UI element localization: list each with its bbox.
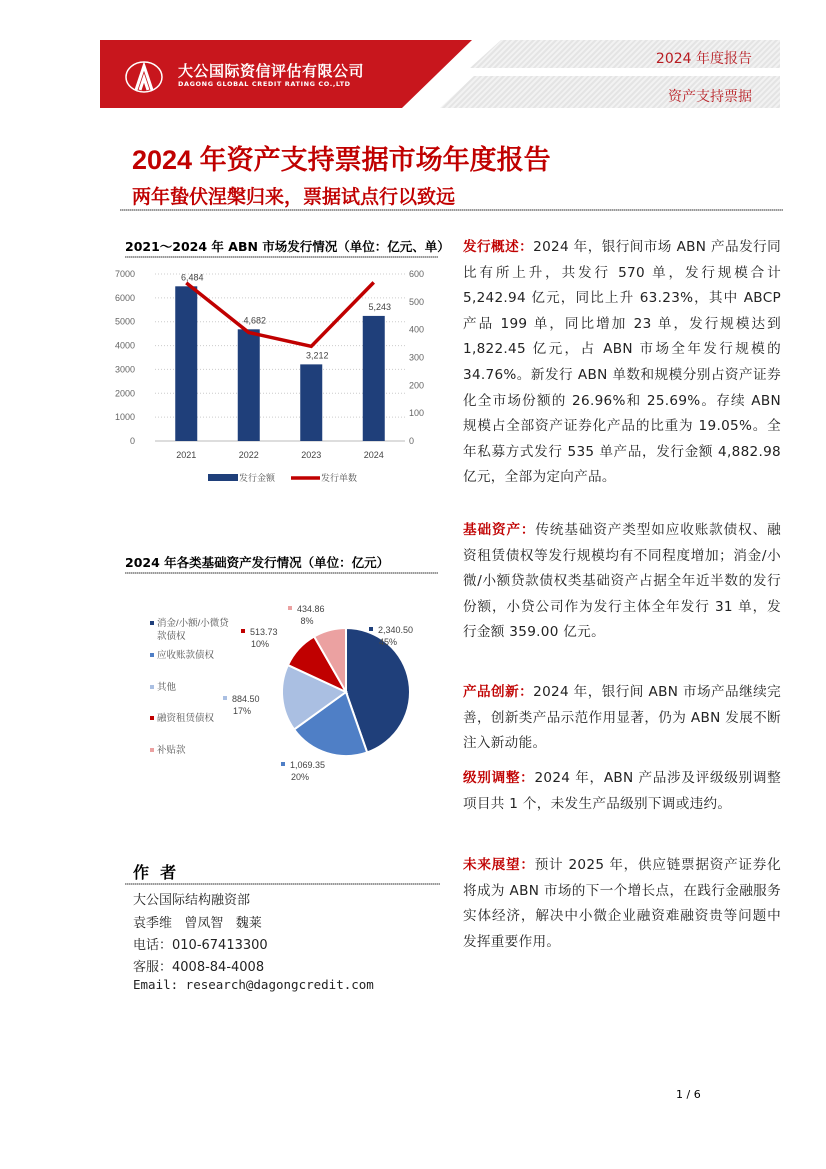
author-names: 袁季维 曾凤智 魏莱 (133, 916, 262, 931)
section-body: 预计 2025 年，供应链票据资产证券化将成为 ABN 市场的下一个增长点，在践行金融服务实体经济，解决中小微企业融资难融资贵等问题中发挥重要作用。 (463, 857, 781, 950)
legend-label: 融资租赁债权 (157, 713, 215, 724)
section-underlying-assets (463, 518, 781, 646)
section-heading: 产品创新： (463, 684, 534, 700)
section-body: 2024 年，ABN 产品涉及评级级别调整项目共 1 个，未发生产品级别下调或违约。 (463, 770, 781, 812)
bar-data-label: 5,243 (368, 301, 392, 312)
y-tick-label: 0 (129, 436, 135, 446)
label-marker (288, 606, 292, 610)
legend-label: 补贴款 (157, 745, 186, 756)
author-service: 客服：4008-84-4008 (133, 960, 265, 975)
page-number: 1 / 6 (676, 1088, 701, 1101)
slice-value-label: 2,340.50 (378, 625, 414, 635)
abn-issuance-chart (114, 260, 440, 490)
section-heading: 未来展望： (463, 857, 535, 873)
author-email[interactable]: Email: research@dagongcredit.com (133, 977, 374, 992)
slice-pct-label: 20% (290, 772, 310, 782)
divider (125, 256, 438, 258)
y-tick-label: 3000 (114, 364, 135, 375)
y2-tick-label: 200 (409, 380, 425, 391)
section-body: 2024 年，银行间 ABN 市场产品继续完善，创新类产品示范作用显著，仍为 ABN 发展不断注入新动能。 (463, 684, 782, 752)
bar-data-label: 4,682 (243, 315, 267, 326)
y2-tick-label: 600 (409, 269, 425, 279)
slice-value-label: 884.50 (232, 694, 260, 704)
bar-data-label: 6,484 (180, 272, 204, 283)
divider (120, 209, 783, 211)
bar (175, 286, 197, 441)
bar (300, 364, 322, 441)
y-tick-label: 2000 (114, 388, 135, 399)
legend-swatch (150, 716, 154, 720)
company-name-en: DAGONG GLOBAL CREDIT RATING CO.,LTD (178, 80, 351, 88)
slice-pct-label: 17% (232, 706, 252, 716)
y2-tick-label: 400 (409, 324, 425, 335)
section-rating-adjustment (463, 766, 781, 817)
legend-swatch (150, 621, 154, 625)
y-tick-label: 1000 (114, 412, 135, 423)
label-marker (281, 762, 285, 766)
section-heading: 基础资产： (463, 522, 536, 538)
bar (363, 316, 385, 441)
section-heading: 级别调整： (463, 770, 535, 786)
y2-tick-label: 0 (409, 436, 415, 446)
y-tick-label: 6000 (114, 292, 135, 303)
y2-tick-label: 500 (409, 296, 425, 307)
author-dept: 大公国际结构融资部 (133, 893, 251, 908)
legend-label: 其他 (157, 682, 177, 693)
author-heading: 作 者 (133, 863, 177, 882)
x-tick-label: 2022 (238, 450, 259, 460)
line-series (186, 282, 374, 346)
bar-data-label: 3,212 (305, 350, 329, 361)
label-marker (223, 696, 227, 700)
author-phone: 电话：010-67413300 (133, 938, 268, 953)
chart2-title: 2024 年各类基础资产发行情况（单位：亿元） (125, 555, 390, 570)
label-marker (369, 627, 373, 631)
legend-label: 发行金额 (239, 473, 276, 483)
divider (125, 883, 440, 885)
legend-label: 应收账款债权 (157, 650, 215, 661)
legend-label: 款债权 (157, 631, 186, 642)
y-tick-label: 7000 (114, 269, 135, 279)
page-title: 2024 年资产支持票据市场年度报告 (132, 145, 551, 175)
legend-swatch (208, 474, 238, 481)
section-product-innovation (463, 680, 781, 757)
y-tick-label: 5000 (114, 316, 135, 327)
report-category: 资产支持票据 (668, 89, 752, 105)
asset-type-pie-chart (120, 590, 440, 790)
section-body: 2024 年，银行间市场 ABN 产品发行同比有所上升，共发行 570 单，发行规模合计 5,242.94 亿元，同比上升 63.23%，其中 ABCP 产品 199 单，同比增加 23 单，发行规模达到 1,822.45 亿元，占 ABN 市场全年发行规模的 34.76%。新发行 ABN 单数和规模分别占资产证券化全市场份额的 26.96%和 25.69%。存续 ABN 规模占全部资产证券化产品的比重为 19.05%。全年私募方式发行 535 单产品，发行金额 4,882.98 亿元，全部为定向产品。 (463, 239, 782, 486)
section-body: 传统基础资产类型如应收账款债权、融资租赁债权等发行规模均有不同程度增加；消金/小微/小额贷款债权类基础资产占据全年近半数的发行份额，小贷公司作为发行主体全年发行 31 单，发行金额 359.00 亿元。 (463, 522, 781, 641)
report-type: 2024 年度报告 (655, 51, 752, 67)
company-name: 大公国际资信评估有限公司 (178, 62, 365, 80)
slice-pct-label: 45% (378, 637, 398, 647)
x-tick-label: 2024 (363, 450, 384, 460)
slice-value-label: 434.86 (297, 604, 325, 614)
y2-tick-label: 300 (409, 352, 425, 363)
slice-value-label: 1,069.35 (290, 760, 326, 770)
legend-swatch (150, 653, 154, 657)
legend-swatch (150, 685, 154, 689)
bar (238, 329, 260, 441)
x-tick-label: 2023 (301, 450, 322, 460)
legend-label: 消金/小额/小微贷 (157, 618, 229, 629)
legend-swatch (150, 748, 154, 752)
page-subtitle: 两年蛰伏涅槃归来，票据试点行以致远 (132, 186, 456, 208)
legend-label: 发行单数 (321, 473, 358, 483)
x-tick-label: 2021 (176, 450, 197, 460)
slice-value-label: 513.73 (250, 627, 278, 637)
label-marker (241, 629, 245, 633)
slice-pct-label: 8% (300, 616, 314, 626)
y2-tick-label: 100 (409, 408, 425, 419)
section-issuance-overview (463, 235, 781, 491)
y-tick-label: 4000 (114, 340, 135, 351)
chart1-title: 2021～2024 年 ABN 市场发行情况（单位：亿元、单） (125, 239, 450, 254)
section-outlook (463, 853, 781, 955)
dagong-logo-icon (124, 60, 164, 94)
divider (125, 572, 438, 574)
slice-pct-label: 10% (250, 639, 270, 649)
section-heading: 发行概述： (463, 239, 534, 255)
